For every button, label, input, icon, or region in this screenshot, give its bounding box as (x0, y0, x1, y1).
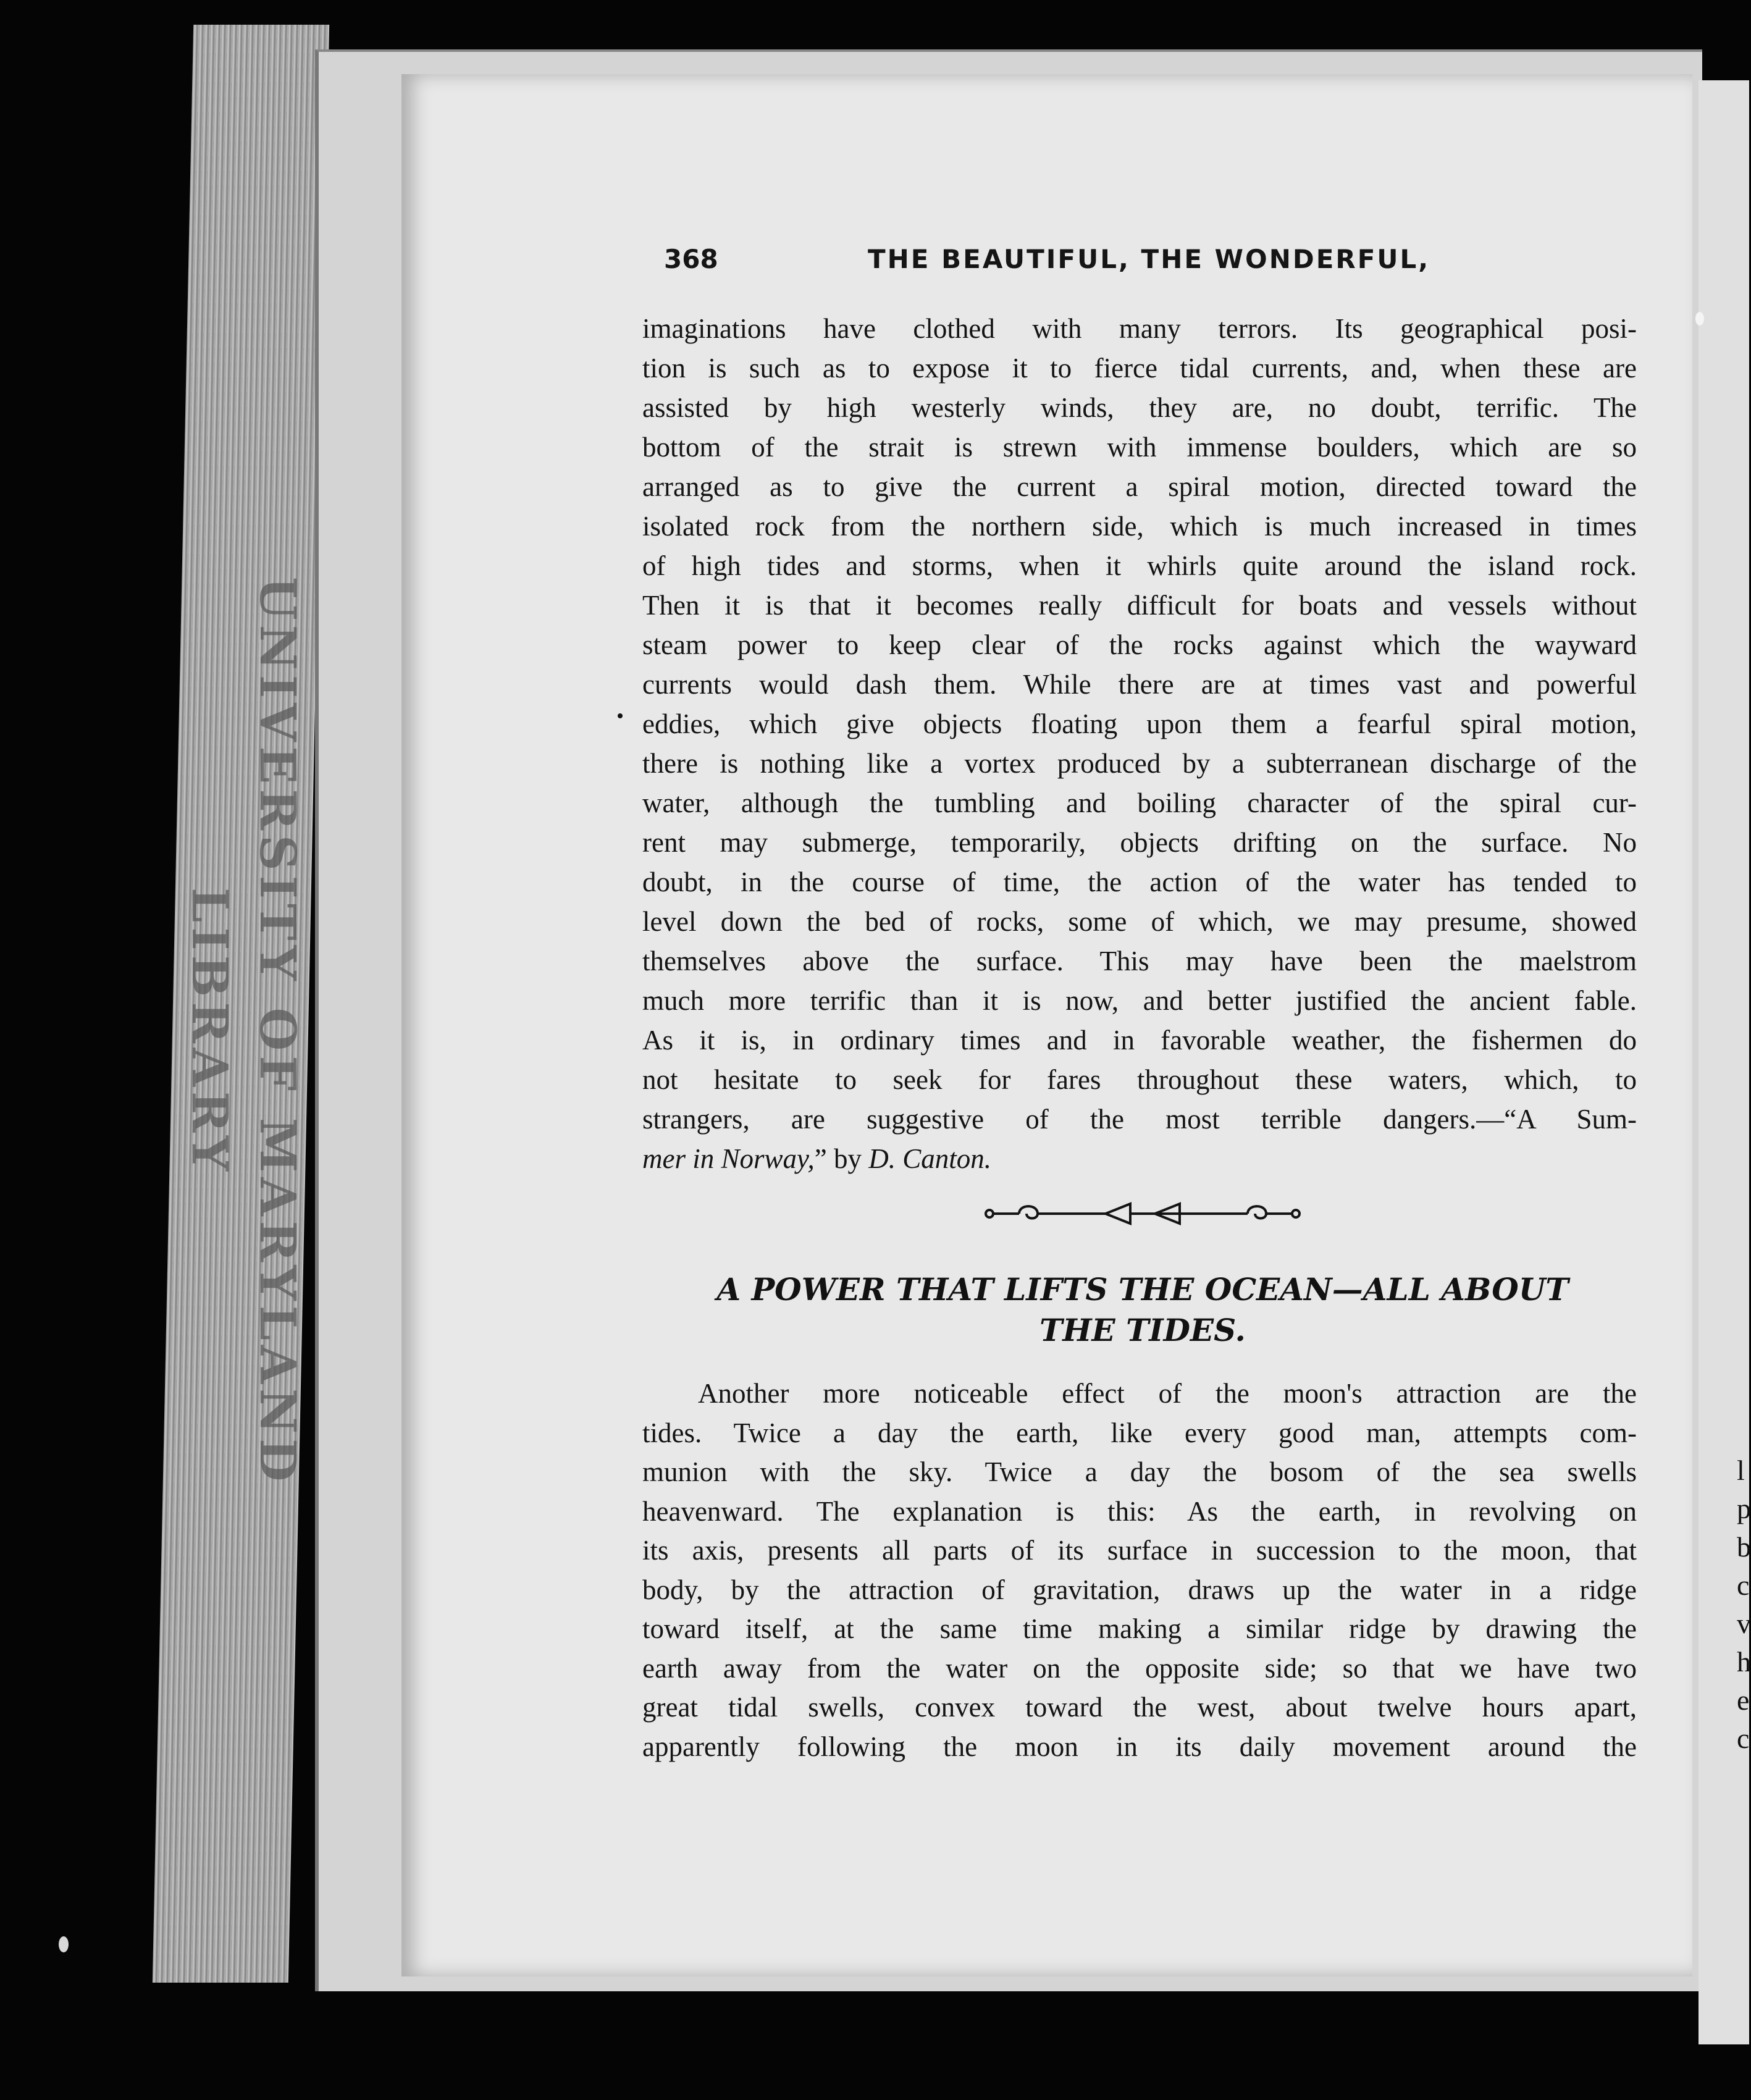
facing-page-letter: b (1737, 1531, 1751, 1563)
text-line: As it is, in ordinary times and in favorable weather, the fishermen do (642, 1025, 1637, 1056)
text-line: doubt, in the course of time, the action of the water has tended to (642, 867, 1637, 897)
scan-artifact (1695, 312, 1704, 326)
text-line: isolated rock from the northern side, which is much increased in times (642, 511, 1637, 542)
text-line: body, by the attraction of gravitation, draws up the water in a ridge (642, 1574, 1637, 1605)
text-line: there is nothing like a vortex produced by a subterranean discharge of the (642, 748, 1637, 779)
page-number: 368 (664, 244, 718, 274)
facing-page-letters (1737, 1451, 1749, 1758)
section-heading-line: THE TIDES. (1039, 1312, 1246, 1348)
text-line: earth away from the water on the opposite side; so that we have two (642, 1652, 1637, 1684)
text-line: assisted by high westerly winds, they are, no doubt, terrific. The (642, 392, 1637, 423)
text-line: heavenward. The explanation is this: As the earth, in revolving on (642, 1495, 1637, 1527)
text-line: steam power to keep clear of the rocks against which the wayward (642, 629, 1637, 660)
text-line: its axis, presents all parts of its surface in succession to the moon, that (642, 1535, 1637, 1566)
section-heading (673, 1269, 1612, 1351)
text-line: Then it is that it becomes really difficult for boats and vessels without (642, 590, 1637, 621)
facing-page-letter: e (1737, 1684, 1750, 1716)
text-line: arranged as to give the current a spiral motion, directed toward the (642, 471, 1637, 502)
citation-title: mer in Norway, (642, 1143, 815, 1174)
text-line: themselves above the surface. This may have been the maelstrom (642, 946, 1637, 976)
text-line: tides. Twice a day the earth, like every good man, attempts com- (642, 1417, 1637, 1448)
facing-page-letter: l (1737, 1455, 1745, 1486)
citation-line (642, 1139, 1637, 1178)
paragraph-tides (642, 1374, 1637, 1766)
facing-page-letter: c (1737, 1569, 1750, 1601)
text-line: tion is such as to expose it to fierce tidal currents, and, when these are (642, 353, 1637, 384)
text-line: much more terrific than it is now, and better justified the ancient fable. (642, 985, 1637, 1016)
section-divider-ornament (982, 1195, 1303, 1232)
section-heading-line: A POWER THAT LIFTS THE OCEAN—ALL ABOUT (716, 1271, 1569, 1308)
facing-page-letter: p (1737, 1493, 1751, 1524)
text-line: currents would dash them. While there are at times vast and powerful (642, 669, 1637, 700)
text-line: level down the bed of rocks, some of which, we may presume, showed (642, 906, 1637, 937)
citation-by: ” by (814, 1143, 869, 1174)
text-line: rent may submerge, temporarily, objects drifting on the surface. No (642, 827, 1637, 858)
text-line: strangers, are suggestive of the most terrible dangers.—“A Sum- (642, 1104, 1637, 1135)
text-line: munion with the sky. Twice a day the bosom of the sea swells (642, 1456, 1637, 1487)
paragraph-maelstrom (642, 309, 1637, 1178)
text-line: imaginations have clothed with many terrors. Its geographical posi- (642, 313, 1637, 344)
text-line: not hesitate to seek for fares throughout these waters, which, to (642, 1064, 1637, 1095)
running-head-title: THE BEAUTIFUL, THE WONDERFUL, (868, 244, 1430, 274)
facing-page-letter: c (1737, 1723, 1750, 1754)
text-line: water, although the tumbling and boiling character of the spiral cur- (642, 788, 1637, 818)
text-line: Another more noticeable effect of the moon's attraction are the (698, 1378, 1637, 1409)
text-line: of high tides and storms, when it whirls quite around the island rock. (642, 550, 1637, 581)
library-edge-stamp: UNIVERSITY OF MARYLAND LIBRARY (181, 576, 307, 1487)
text-line: toward itself, at the same time making a similar ridge by drawing the (642, 1613, 1637, 1644)
text-line: great tidal swells, convex toward the west, about twelve hours apart, (642, 1692, 1637, 1723)
running-head (664, 244, 1634, 287)
text-line: eddies, which give objects floating upon them a fearful spiral motion, (642, 708, 1637, 739)
print-speck (618, 713, 623, 718)
text-line: bottom of the strait is strewn with immense boulders, which are so (642, 432, 1637, 463)
citation-author: D. Canton. (868, 1143, 992, 1174)
text-line: apparently following the moon in its daily movement around the (642, 1731, 1637, 1762)
facing-page-letter: v (1737, 1608, 1751, 1639)
facing-page-letter: h (1737, 1646, 1751, 1678)
scan-artifact (59, 1936, 69, 1952)
